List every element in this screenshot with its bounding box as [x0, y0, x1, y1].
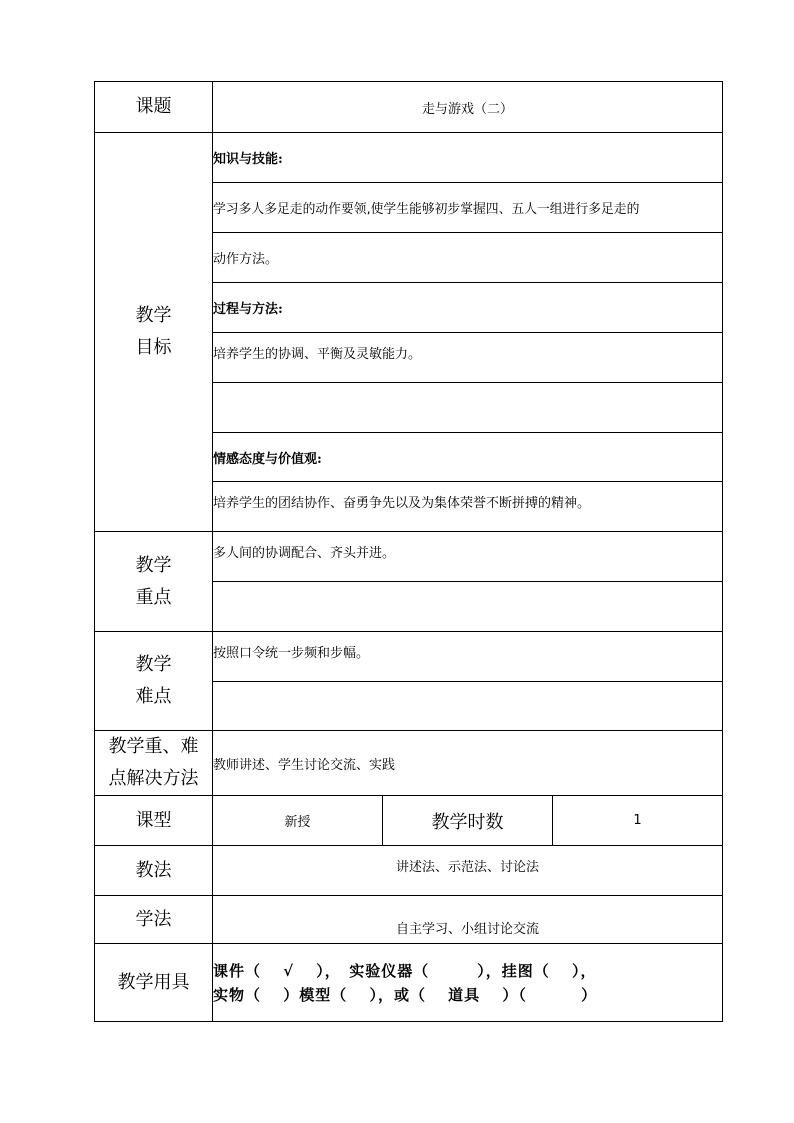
tools-value [213, 944, 723, 1022]
solution-value: 教师讲述、学生讨论交流、实践 [213, 731, 723, 796]
process-heading: 过程与方法: [213, 283, 723, 333]
keypoints-blank-row [213, 582, 723, 632]
teaching-method-value: 讲述法、示范法、讨论法 [213, 846, 723, 896]
difficulties-value: 按照口令统一步频和步幅。 [213, 632, 723, 682]
teaching-method-label: 教法 [95, 846, 213, 896]
keypoints-label-text: 教学重点 [135, 554, 172, 608]
keypoints-label [95, 532, 213, 632]
knowledge-line-2: 动作方法。 [213, 233, 723, 283]
lesson-type-label: 课型 [95, 796, 213, 846]
topic-label: 课题 [95, 82, 213, 133]
difficulties-label [95, 632, 213, 731]
topic-value: 走与游戏（二） [213, 82, 723, 133]
solution-label [95, 731, 213, 796]
lesson-plan-table [94, 81, 723, 1022]
difficulties-blank-row [213, 682, 723, 731]
hours-value: 1 [553, 796, 723, 846]
lesson-type-value: 新授 [213, 796, 383, 846]
emotion-heading: 情感态度与价值观: [213, 433, 723, 482]
knowledge-line-1: 学习多人多足走的动作要领,使学生能够初步掌握四、五人一组进行多足走的 [213, 183, 723, 233]
tools-line-1: 课件（ √ ）， 实验仪器（ ），挂图（ ）， [213, 961, 597, 980]
objectives-label-text: 教学目标 [135, 305, 172, 358]
objectives-label [95, 133, 213, 532]
knowledge-heading: 知识与技能: [213, 133, 723, 183]
hours-label: 教学时数 [383, 796, 553, 846]
learning-method-label: 学法 [95, 896, 213, 944]
keypoints-value: 多人间的协调配合、齐头并进。 [213, 532, 723, 582]
solution-label-text: 教学重、难点解决方法 [108, 736, 199, 789]
tools-line-2: 实物（ ）模型（ ），或（ 道具 ）（ ） [213, 985, 598, 1004]
learning-method-value: 自主学习、小组讨论交流 [213, 896, 723, 944]
process-line-1: 培养学生的协调、平衡及灵敏能力。 [213, 333, 723, 383]
tools-label: 教学用具 [95, 944, 213, 1022]
emotion-line-1: 培养学生的团结协作、奋勇争先以及为集体荣誉不断拼搏的精神。 [213, 482, 723, 532]
difficulties-label-text: 教学难点 [135, 654, 172, 707]
objectives-blank-row [213, 383, 723, 433]
